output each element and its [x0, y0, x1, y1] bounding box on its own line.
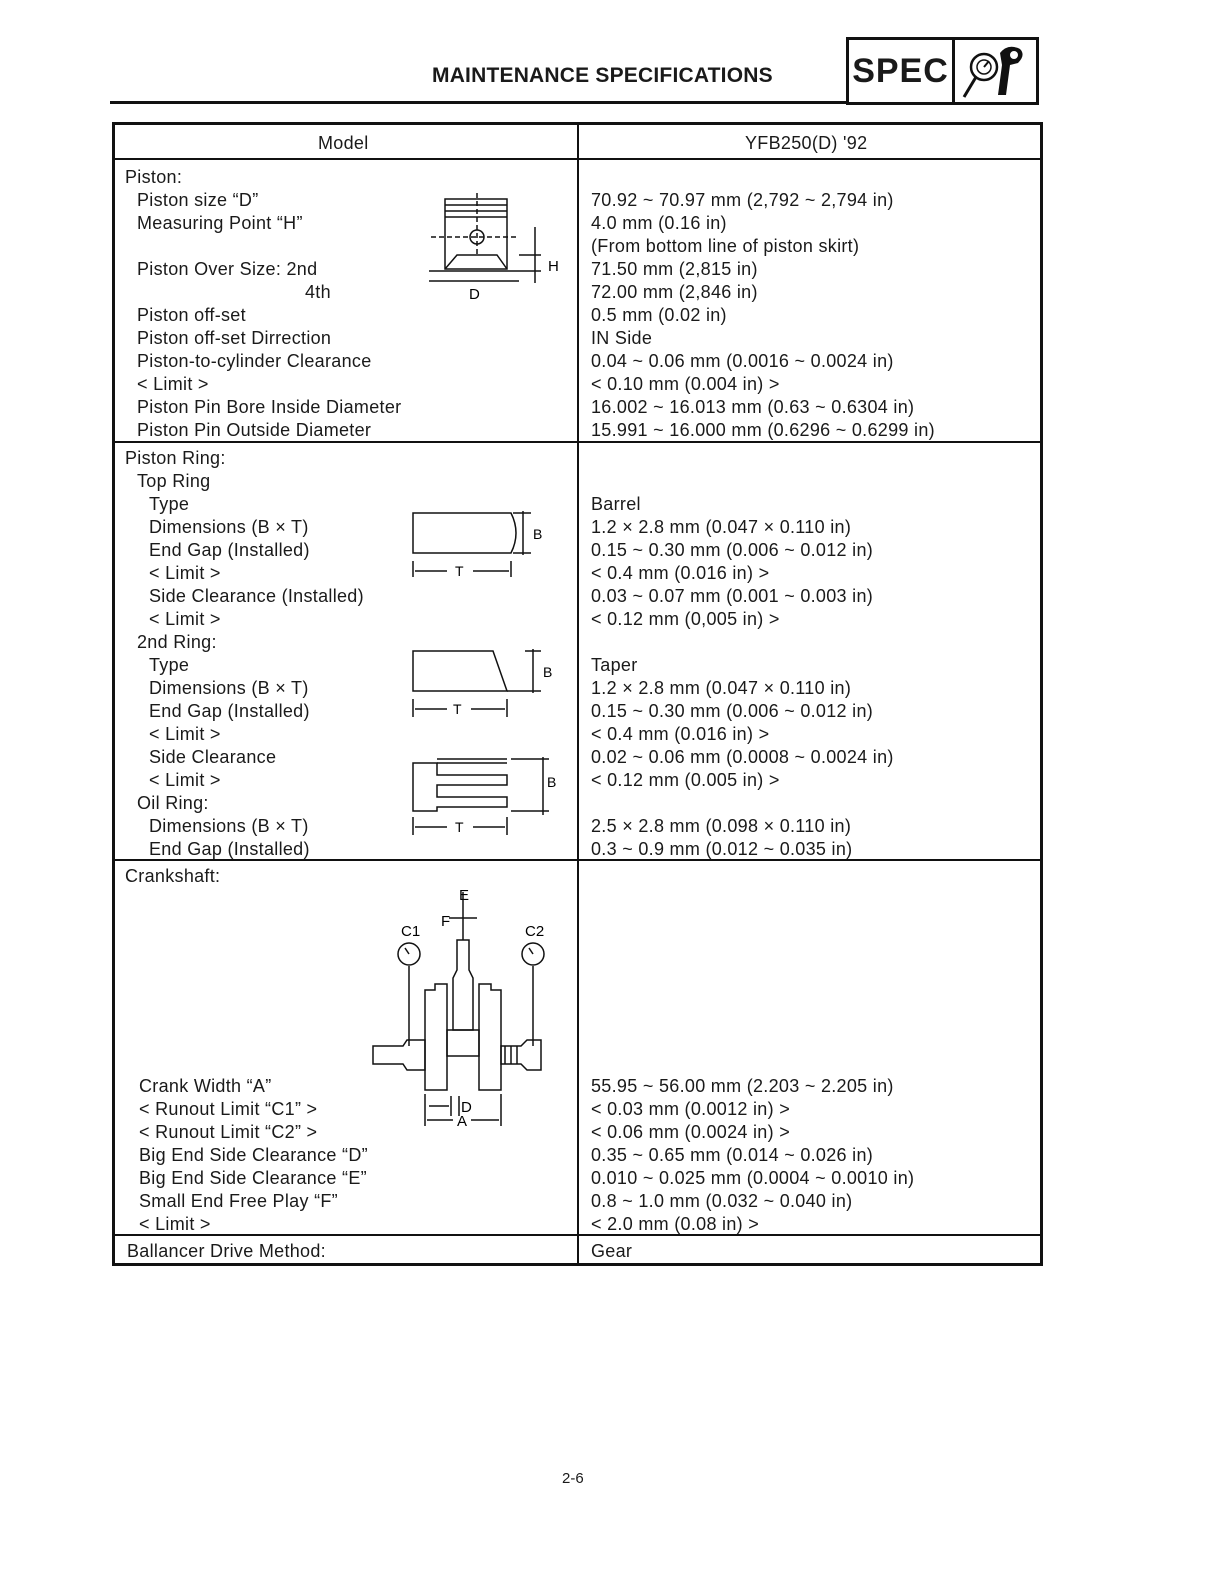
- top-ring-diagram: [407, 505, 567, 585]
- crank-label-a: A: [457, 1113, 468, 1130]
- spec-value: 55.95 ~ 56.00 mm (2.203 ~ 2.205 in): [591, 1076, 894, 1096]
- spec-label: Big End Side Clearance “E”: [139, 1168, 367, 1188]
- ring-label-t: T: [453, 701, 462, 717]
- spec-label: Type: [149, 655, 190, 675]
- spec-label: Dimensions (B × T): [149, 517, 309, 537]
- spec-value: Barrel: [591, 494, 641, 514]
- spec-label: Dimensions (B × T): [149, 816, 309, 836]
- page-number: 2-6: [562, 1470, 584, 1487]
- spec-value: 0.5 mm (0.02 in): [591, 305, 727, 325]
- spec-label: End Gap (Installed): [149, 701, 310, 721]
- ring-label-t: T: [455, 563, 464, 579]
- spec-value: 0.15 ~ 0.30 mm (0.006 ~ 0.012 in): [591, 701, 874, 721]
- spec-value: < 2.0 mm (0.08 in) >: [591, 1214, 760, 1234]
- spec-label: End Gap (Installed): [149, 540, 310, 560]
- section-heading-crankshaft: Crankshaft:: [125, 866, 221, 886]
- header-rule: [110, 101, 846, 104]
- spec-value: < 0.06 mm (0.0024 in) >: [591, 1122, 791, 1142]
- page-title: MAINTENANCE SPECIFICATIONS: [432, 64, 773, 87]
- spec-value: 15.991 ~ 16.000 mm (0.6296 ~ 0.6299 in): [591, 420, 935, 440]
- spec-label: < Limit >: [149, 563, 221, 583]
- crank-label-f: F: [441, 913, 451, 930]
- spec-value: 16.002 ~ 16.013 mm (0.63 ~ 0.6304 in): [591, 397, 915, 417]
- spec-label: Crank Width “A”: [139, 1076, 272, 1096]
- spec-value: < 0.03 mm (0.0012 in) >: [591, 1099, 791, 1119]
- spec-value: < 0.12 mm (0.005 in) >: [591, 770, 780, 790]
- row-divider: [115, 158, 1040, 160]
- piston-label-d: D: [469, 286, 480, 303]
- spec-value-balancer: Gear: [591, 1241, 633, 1261]
- spec-label: Small End Free Play “F”: [139, 1191, 338, 1211]
- spec-value: 1.2 × 2.8 mm (0.047 × 0.110 in): [591, 678, 852, 698]
- spec-value: 0.03 ~ 0.07 mm (0.001 ~ 0.003 in): [591, 586, 874, 606]
- second-ring-diagram: [407, 645, 567, 725]
- spec-label: Piston off-set: [137, 305, 246, 325]
- spec-label: Piston size “D”: [137, 190, 259, 210]
- crank-label-c2: C2: [525, 923, 545, 940]
- crank-label-d: D: [461, 1099, 472, 1116]
- spec-label: Measuring Point “H”: [137, 213, 303, 233]
- spec-badge-label: SPEC: [849, 40, 955, 102]
- spec-label: Dimensions (B × T): [149, 678, 309, 698]
- spec-value: < 0.4 mm (0.016 in) >: [591, 724, 770, 744]
- spec-value: < 0.10 mm (0.004 in) >: [591, 374, 780, 394]
- subheading-top-ring: Top Ring: [137, 471, 211, 491]
- spec-value: Taper: [591, 655, 638, 675]
- column-divider: [577, 125, 579, 1263]
- spec-value: 70.92 ~ 70.97 mm (2,792 ~ 2,794 in): [591, 190, 894, 210]
- row-divider: [115, 441, 1040, 443]
- spec-label: < Runout Limit “C1” >: [139, 1099, 318, 1119]
- spec-label: Side Clearance (Installed): [149, 586, 364, 606]
- spec-value: 0.010 ~ 0.025 mm (0.0004 ~ 0.0010 in): [591, 1168, 915, 1188]
- spec-label: Piston Over Size: 2nd: [137, 259, 318, 279]
- spec-value: < 0.4 mm (0.016 in) >: [591, 563, 770, 583]
- spec-value: 0.15 ~ 0.30 mm (0.006 ~ 0.012 in): [591, 540, 874, 560]
- section-heading-piston: Piston:: [125, 167, 183, 187]
- subheading-oil-ring: Oil Ring:: [137, 793, 209, 813]
- spec-value: IN Side: [591, 328, 653, 348]
- column-header-model-value: YFB250(D) '92: [745, 133, 868, 153]
- spec-value: 1.2 × 2.8 mm (0.047 × 0.110 in): [591, 517, 852, 537]
- spec-label: Big End Side Clearance “D”: [139, 1145, 368, 1165]
- spec-label: < Runout Limit “C2” >: [139, 1122, 318, 1142]
- spec-label-balancer: Ballancer Drive Method:: [127, 1241, 326, 1261]
- subheading-2nd-ring: 2nd Ring:: [137, 632, 217, 652]
- spec-label: Piston-to-cylinder Clearance: [137, 351, 372, 371]
- ring-label-t: T: [455, 819, 464, 835]
- spec-table: [112, 122, 1043, 1266]
- spec-label: Side Clearance: [149, 747, 277, 767]
- spec-value: 2.5 × 2.8 mm (0.098 × 0.110 in): [591, 816, 852, 836]
- spec-label: 4th: [305, 282, 331, 302]
- spec-value: 4.0 mm (0.16 in): [591, 213, 727, 233]
- gauge-wrench-icon: [955, 40, 1036, 102]
- spec-value: 0.04 ~ 0.06 mm (0.0016 ~ 0.0024 in): [591, 351, 894, 371]
- spec-label: Piston Pin Outside Diameter: [137, 420, 372, 440]
- spec-label: < Limit >: [149, 724, 221, 744]
- spec-value: 71.50 mm (2,815 in): [591, 259, 758, 279]
- row-divider: [115, 1234, 1040, 1236]
- spec-label: < Limit >: [139, 1214, 211, 1234]
- spec-value: 72.00 mm (2,846 in): [591, 282, 758, 302]
- spec-badge: [846, 37, 1039, 105]
- spec-value: 0.8 ~ 1.0 mm (0.032 ~ 0.040 in): [591, 1191, 853, 1211]
- spec-label: < Limit >: [149, 609, 221, 629]
- crank-label-c1: C1: [401, 923, 421, 940]
- spec-value: (From bottom line of piston skirt): [591, 236, 860, 256]
- spec-label: Piston Pin Bore Inside Diameter: [137, 397, 402, 417]
- spec-value: 0.3 ~ 0.9 mm (0.012 ~ 0.035 in): [591, 839, 853, 859]
- piston-label-h: H: [548, 258, 559, 275]
- piston-diagram: [415, 185, 565, 305]
- spec-value: < 0.12 mm (0,005 in) >: [591, 609, 780, 629]
- spec-value: 0.02 ~ 0.06 mm (0.0008 ~ 0.0024 in): [591, 747, 894, 767]
- ring-label-b: B: [533, 526, 543, 542]
- ring-label-b: B: [543, 664, 553, 680]
- spec-label: End Gap (Installed): [149, 839, 310, 859]
- spec-label: < Limit >: [137, 374, 209, 394]
- section-heading-piston-ring: Piston Ring:: [125, 448, 226, 468]
- crank-label-e: E: [459, 887, 470, 904]
- spec-value: 0.35 ~ 0.65 mm (0.014 ~ 0.026 in): [591, 1145, 874, 1165]
- ring-label-b: B: [547, 774, 557, 790]
- spec-label: < Limit >: [149, 770, 221, 790]
- crankshaft-diagram: [365, 880, 565, 1140]
- column-header-model: Model: [318, 133, 369, 153]
- row-divider: [115, 859, 1040, 861]
- spec-label: Type: [149, 494, 190, 514]
- spec-label: Piston off-set Dirrection: [137, 328, 332, 348]
- oil-ring-diagram: [407, 753, 567, 841]
